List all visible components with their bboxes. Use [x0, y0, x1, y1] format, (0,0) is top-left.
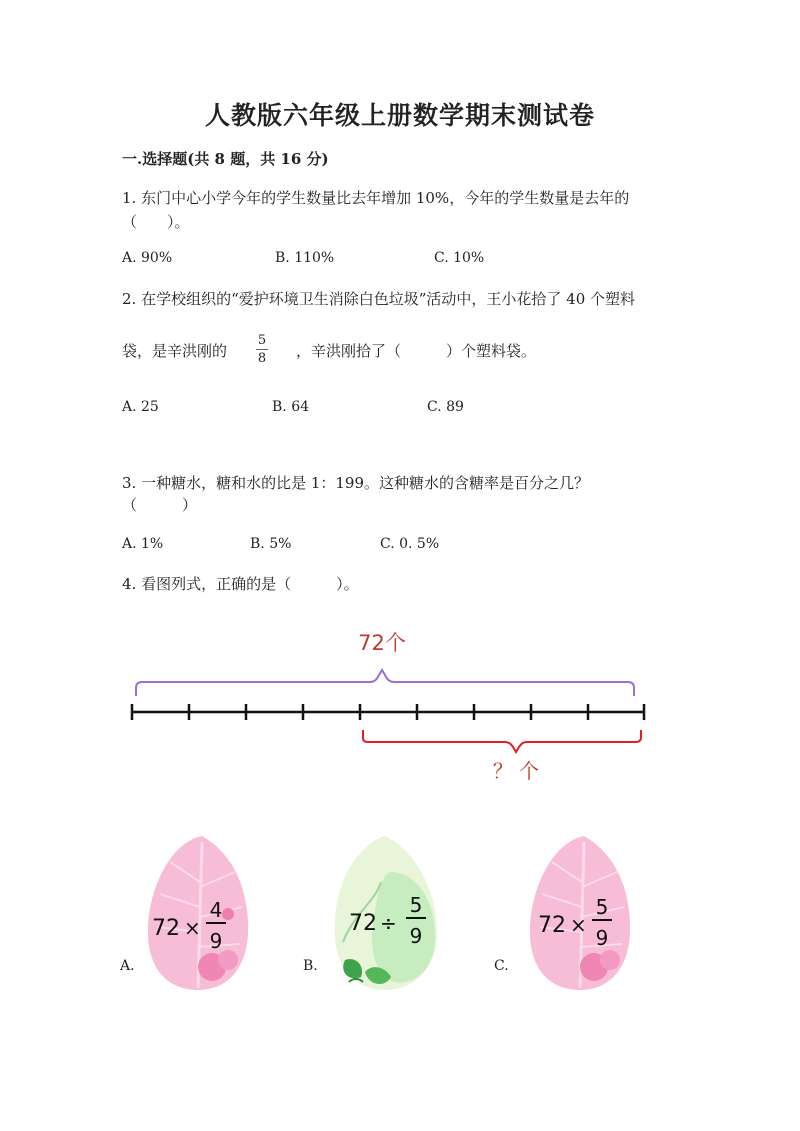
- question-2-line-2b: ，辛洪刚拾了（ ）个塑料袋。: [296, 342, 537, 360]
- expression-c-denominator: 9: [595, 926, 609, 950]
- expression-a-numerator: 4: [209, 898, 223, 922]
- page-title: 人教版六年级上册数学期末测试卷: [204, 101, 595, 130]
- pink-leaf-icon[interactable]: [522, 832, 637, 994]
- green-leaf-icon[interactable]: [325, 832, 445, 994]
- top-label: 72个: [358, 631, 406, 655]
- line-segment-diagram: [120, 620, 660, 790]
- expression-a-left: 72: [152, 916, 180, 941]
- question-4-line-1: 4. 看图列式，正确的是（ ）。: [122, 575, 359, 593]
- section-heading: 一.选择题(共 8 题，共 16 分): [122, 150, 329, 168]
- expression-c-left: 72: [538, 913, 566, 938]
- question-3-option-b[interactable]: B. 5%: [250, 536, 292, 552]
- bottom-brace: [363, 730, 641, 752]
- expression-b-operator: ÷: [380, 911, 397, 935]
- question-1-line-2: （ ）。: [122, 213, 190, 231]
- top-brace: [136, 670, 634, 696]
- question-3-line-1: 3. 一种糖水，糖和水的比是 1：199。这种糖水的含糖率是百分之几？: [122, 474, 590, 492]
- question-2-option-b[interactable]: B. 64: [272, 399, 310, 415]
- pink-leaf-icon[interactable]: [140, 832, 255, 994]
- question-2-fraction: [256, 333, 268, 366]
- expression-c-numerator: 5: [595, 895, 609, 919]
- question-2-option-a[interactable]: A. 25: [122, 399, 159, 415]
- question-2-line-2a: 袋，是辛洪刚的: [122, 342, 228, 360]
- question-4-option-b-label[interactable]: B.: [303, 958, 318, 974]
- fraction-denominator: 8: [257, 351, 267, 366]
- question-3-line-2: （ ）: [122, 496, 198, 514]
- question-1-option-c[interactable]: C. 10%: [434, 250, 485, 266]
- expression-b-denominator: 9: [409, 924, 423, 948]
- bottom-label: ？ 个: [492, 759, 540, 783]
- question-2-option-c[interactable]: C. 89: [427, 399, 464, 415]
- expression-b-numerator: 5: [409, 893, 423, 917]
- fraction-numerator: 5: [257, 333, 267, 348]
- question-1-line-1: 1. 东门中心小学今年的学生数量比去年增加 10%，今年的学生数量是去年的: [122, 189, 630, 207]
- question-4-option-c-label[interactable]: C.: [494, 958, 509, 974]
- question-4-option-a-label[interactable]: A.: [120, 958, 135, 974]
- fraction-bar: [256, 349, 268, 350]
- expression-b-left: 72: [349, 911, 377, 936]
- question-3-option-a[interactable]: A. 1%: [122, 536, 164, 552]
- expression-c-operator: ×: [570, 913, 587, 937]
- question-1-option-a[interactable]: A. 90%: [122, 250, 173, 266]
- question-1-option-b[interactable]: B. 110%: [275, 250, 335, 266]
- expression-a-denominator: 9: [209, 929, 223, 953]
- expression-a-operator: ×: [184, 916, 201, 940]
- question-3-option-c[interactable]: C. 0. 5%: [380, 536, 440, 552]
- question-2-line-1: 2. 在学校组织的“爱护环境卫生消除白色垃圾”活动中，王小花拾了 40 个塑料: [122, 290, 636, 308]
